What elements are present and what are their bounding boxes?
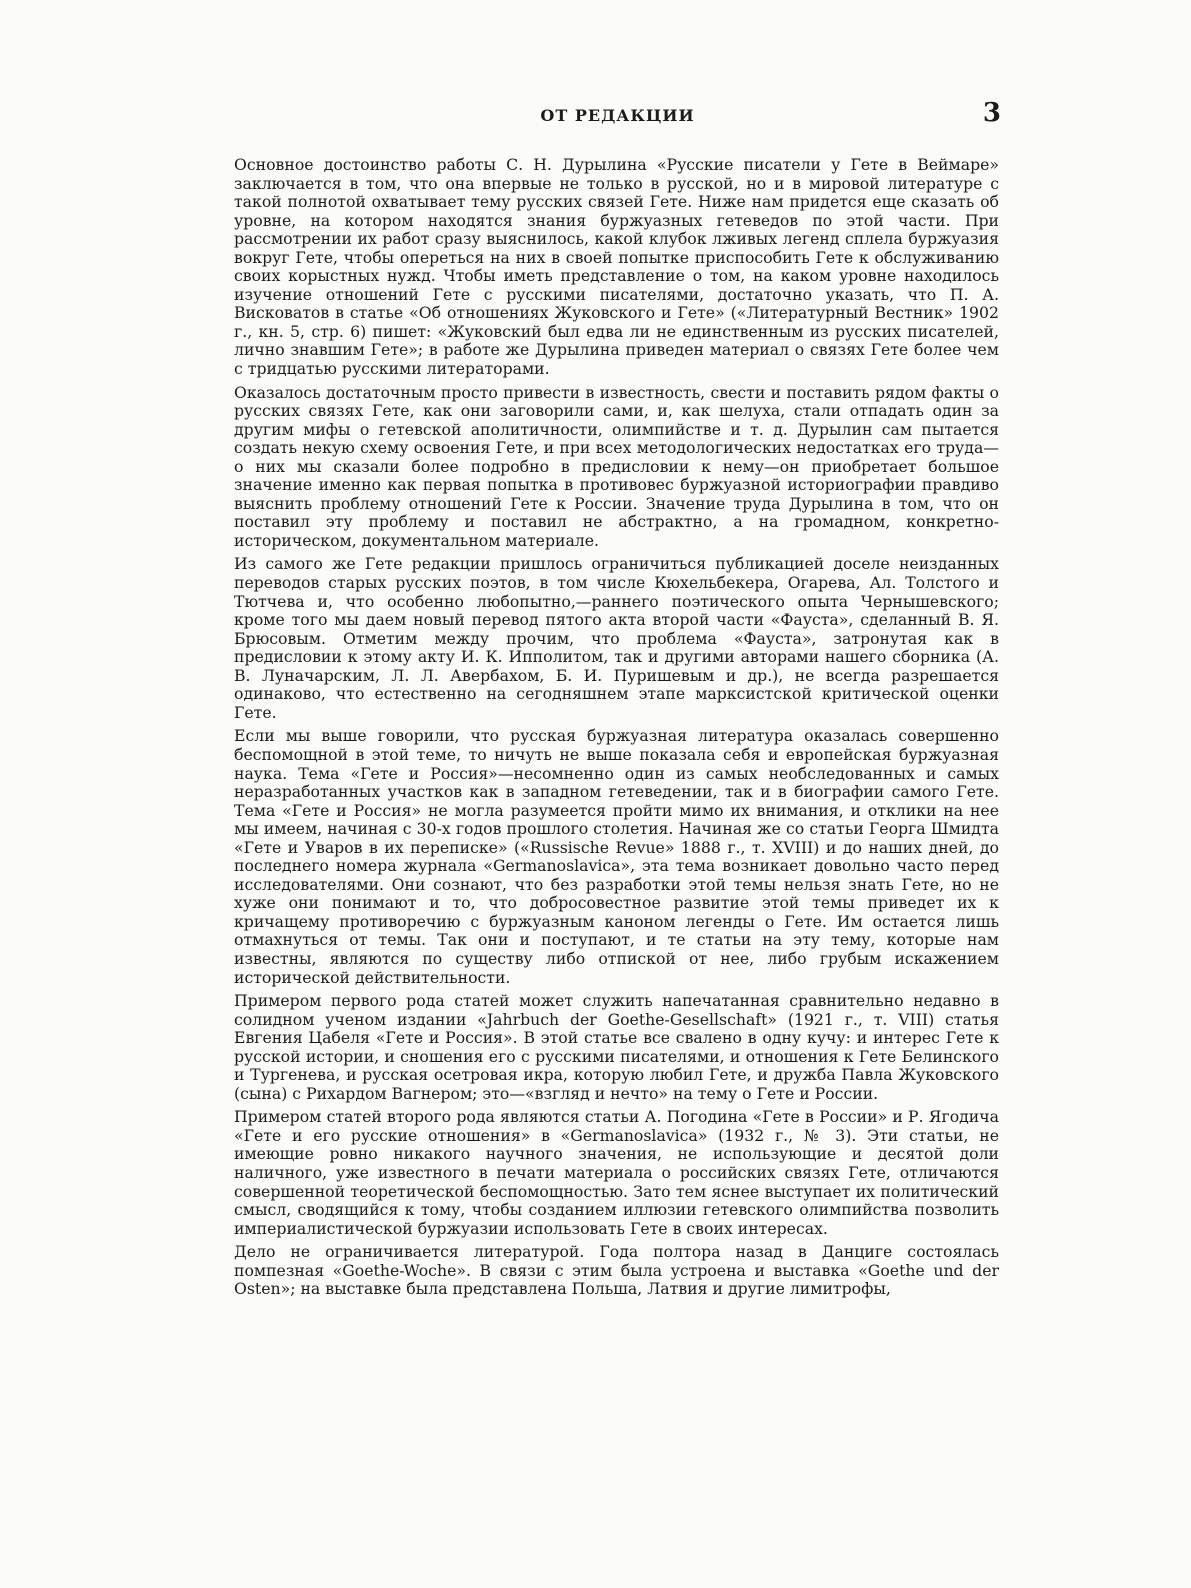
- paragraph-3: [234, 555, 999, 722]
- paragraph-4-text: Если мы выше говорили, что русская буржуазная литература оказалась совершенно беспомощной в этой теме, то ничуть не выше показала себя и европейская буржуазная наука. Тема «Гете и Россия»—несомненно один из самых необследованных и самых неразработанных участков как в западном гетеведении, так и в биографии самого Гете. Тема «Гете и Россия» не могла разумеется пройти мимо их внимания, и отклики на нее мы имеем, начиная с 30-х годов прошлого столетия. Начиная же со статьи Георга Шмидта «Гете и Уваров в их переписке» («Russische Revue» 1888 г., т. XVIII) и до наших дней, до последнего номера журнала «Germanoslavica», эта тема возникает довольно часто перед исследователями. Они сознают, что без разработки этой темы нельзя знать Гете, но не хуже они понимают и то, что добросовестное развитие этой темы приведет их к кричащему противоречию с буржуазным каноном легенды о Гете. Им остается лишь отмахнуться от темы. Так они и поступают, и те статьи на эту тему, которые нам известны, являются по существу либо отпиской от нее, либо грубым искажением исторической действительности.: [234, 726, 999, 987]
- paragraph-4: [234, 727, 999, 987]
- paragraph-2: [234, 384, 999, 551]
- paragraph-6-text: Примером статей второго рода являются статьи А. Погодина «Гете в России» и Р. Ягодича «Гете и его русские отношения» в «Germanoslavica» (1932 г., № 3). Эти статьи, не имеющие ровно никакого научного значения, не использующие и десятой доли наличного, уже известного в печати материала о российских связях Гете, отличаются совершенной теоретической беспомощностью. Зато тем яснее выступает их политический смысл, сводящийся к тому, чтобы созданием иллюзии гетевского олимпийства позволить империалистической буржуазии использовать Гете в своих интересах.: [234, 1107, 999, 1238]
- paragraph-5: [234, 992, 999, 1103]
- paragraph-7-text: Дело не ограничивается литературой. Года полтора назад в Данциге состоялась помпезная «Goethe-Woche». В связи с этим была устроена и выставка «Goethe und der Osten»; на выставке была представлена Польша, Латвия и другие лимитрофы,: [234, 1242, 999, 1299]
- paragraph-6: [234, 1108, 999, 1238]
- page-number: 3: [982, 98, 1001, 128]
- paragraph-1: [234, 156, 999, 379]
- paragraph-7: [234, 1243, 999, 1299]
- paragraph-3-text: Из самого же Гете редакции пришлось ограничиться публикацией доселе неизданных переводов старых русских поэтов, в том числе Кюхельбекера, Огарева, Ал. Толстого и Тютчева и, что особенно любопытно,—раннего поэтического опыта Чернышевского; кроме того мы даем новый перевод пятого акта второй части «Фауста», сделанный В. Я. Брюсовым. Отметим между прочим, что проблема «Фауста», затронутая как в предисловии к этому акту И. К. Ипполитом, так и другими авторами нашего сборника (А. В. Луначарским, Л. Л. Авербахом, Б. И. Пуришевым и др.), не всегда разрешается одинаково, что естественно на сегодняшнем этапе марксистской критической оценки Гете.: [234, 554, 999, 722]
- paragraph-5-text: Примером первого рода статей может служить напечатанная сравнительно недавно в солидном ученом издании «Jahrbuch der Goethe-Gesellschaft» (1921 г., т. VIII) статья Евгения Цабеля «Гете и Россия». В этой статье все свалено в одну кучу: и интерес Гете к русской истории, и сношения его с русскими писателями, и отношения к Гете Белинского и Тургенева, и русская осетровая икра, которую любил Гете, и дружба Павла Жуковского (сына) с Рихардом Вагнером; это—«взгляд и нечто» на тему о Гете и России.: [234, 991, 999, 1103]
- paragraph-1-text: Основное достоинство работы С. Н. Дурылина «Русские писатели у Гете в Веймаре» заключается в том, что она впервые не только в русской, но и в мировой литературе с такой полнотой охватывает тему русских связей Гете. Ниже нам придется еще сказать об уровне, на котором находятся знания буржуазных гетеведов по этой части. При рассмотрении их работ сразу выяснилось, какой клубок лживых легенд сплела буржуазия вокруг Гете, чтобы опереться на них в своей попытке приспособить Гете к обслуживанию своих корыстных нужд. Чтобы иметь представление о том, на каком уровне находилось изучение отношений Гете с русскими писателями, достаточно указать, что П. А. Висковатов в статье «Об отношениях Жуковского и Гете» («Литературный Вестник» 1902 г., кн. 5, стр. 6) пишет: «Жуковский был едва ли не единственным из русских писателей, лично знавшим Гете»; в работе же Дурылина приведен материал о связях Гете более чем с тридцатью русскими литераторами.: [234, 155, 999, 379]
- running-head: [234, 100, 1001, 140]
- page-title: ОТ РЕДАКЦИИ: [540, 106, 695, 125]
- body-text: [234, 156, 999, 1304]
- paragraph-2-text: Оказалось достаточным просто привести в известность, свести и поставить рядом факты о русских связях Гете, как они заговорили сами, и, как шелуха, стали отпадать один за другим мифы о гетевской аполитичности, олимпийстве и т. д. Дурылин сам пытается создать некую схему освоения Гете, и при всех методологических недостатках его труда—о них мы сказали более подробно в предисловии к нему—он приобретает большое значение именно как первая попытка в противовес буржуазной историографии правдиво выяснить проблему отношений Гете к России. Значение труда Дурылина в том, что он поставил эту проблему и поставил не абстрактно, а на громадном, конкретно-историческом, документальном материале.: [234, 382, 999, 550]
